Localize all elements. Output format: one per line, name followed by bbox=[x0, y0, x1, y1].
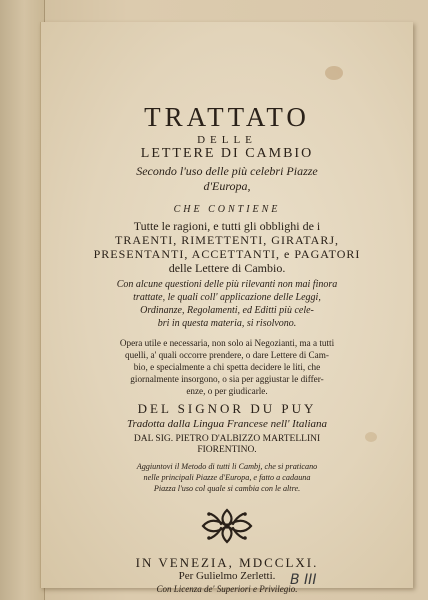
opera-line: enze, o per giudicarle. bbox=[186, 386, 268, 396]
che-contiene: CHE CONTIENE bbox=[173, 204, 281, 215]
questions-line: Ordinanze, Regolamenti, ed Editti più cele- bbox=[140, 305, 314, 316]
contents-line: PRESENTANTI, ACCETTANTI, e PAGATORI bbox=[93, 247, 361, 261]
translation-line: Tradotta dalla Lingua Francese nell' Italiana bbox=[126, 418, 328, 430]
questions-line: bri in questa materia, si risolvono. bbox=[157, 318, 297, 329]
title-delle: DELLE bbox=[197, 134, 257, 146]
title-page bbox=[40, 22, 413, 594]
questions-line: trattate, le quali coll' applicazione delle Leggi, bbox=[133, 292, 321, 303]
opera-line: quelli, a' quali occorre prendere, o dare Lettere di Cam- bbox=[125, 350, 329, 360]
adjacent-page-edge bbox=[0, 0, 45, 600]
handwritten-shelfmark: B III bbox=[290, 572, 317, 588]
opera-line: giornalmente insorgono, o sia per aggiustar le differ- bbox=[130, 374, 324, 384]
questions-line: Con alcune questioni delle più rilevanti non mai finora bbox=[116, 279, 338, 290]
opera-line: Opera utile e necessaria, non solo ai Negozianti, ma a tutti bbox=[119, 338, 335, 348]
imprint-place: IN VENEZIA, MDCCLXI. bbox=[135, 555, 319, 570]
paper-stain bbox=[325, 66, 343, 80]
addendum-line: nelle principali Piazze d'Europa, e fatto a cadauna bbox=[143, 473, 311, 482]
translator-city: FIORENTINO. bbox=[197, 445, 257, 455]
book-subtitle: LETTERE DI CAMBIO bbox=[140, 146, 314, 161]
licence-line: Con Licenza de' Superiori e Privilegio. bbox=[156, 584, 298, 594]
contents-line: Tutte le ragioni, e tutti gli obblighi de i bbox=[133, 219, 321, 233]
opera-line: bio, e specialmente a chi spetta decidere le liti, che bbox=[133, 362, 321, 372]
contents-line: TRAENTI, RIMETTENTI, GIRATARJ, bbox=[114, 233, 339, 247]
contents-line: delle Lettere di Cambio. bbox=[168, 261, 286, 275]
author-line: DEL SIGNOR DU PUY bbox=[137, 401, 317, 416]
translator-line: DAL SIG. PIETRO D'ALBIZZO MARTELLINI bbox=[133, 434, 321, 444]
subtitle-line: d'Europa, bbox=[203, 179, 251, 193]
printer-line: Per Gulielmo Zerletti. bbox=[178, 570, 276, 582]
addendum-line: Piazza l'uso col quale si cambia con le altre. bbox=[153, 484, 301, 493]
subtitle-line: Secondo l'uso delle più celebri Piazze bbox=[136, 164, 318, 178]
fleuron-ornament-icon bbox=[199, 506, 255, 546]
book-title: TRATTATO bbox=[144, 102, 310, 132]
addendum-line: Aggiuntovi il Metodo di tutti li Cambj, che si praticano bbox=[136, 462, 318, 471]
